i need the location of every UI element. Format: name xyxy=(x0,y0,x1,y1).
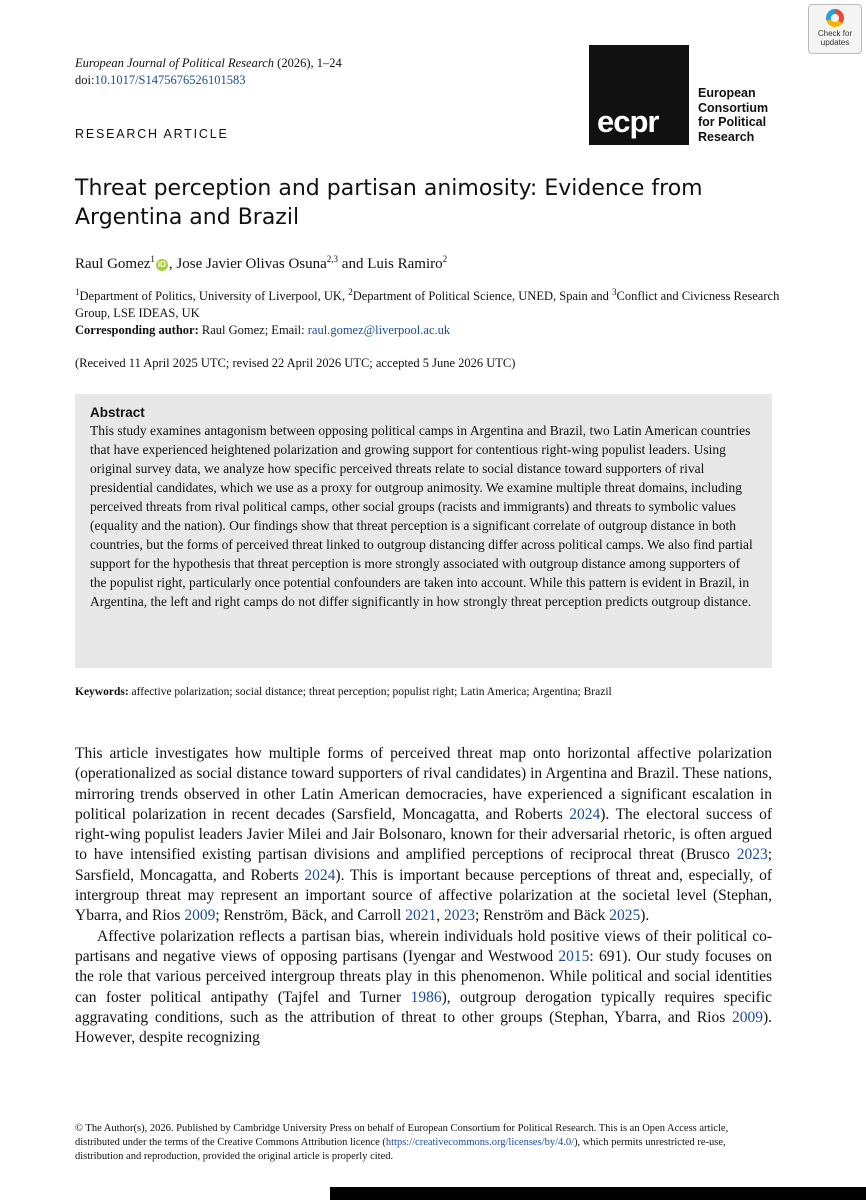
aff-sup-2: 2 xyxy=(348,286,353,297)
corresponding-text: Raul Gomez; Email: xyxy=(198,323,308,337)
corresponding-label: Corresponding author: xyxy=(75,323,199,337)
aff-sup-3: 3 xyxy=(612,286,617,297)
ecpr-logo-mark: ecpr xyxy=(597,104,659,139)
author-1-sup: 1 xyxy=(150,254,155,264)
badge-line1: Check for xyxy=(817,29,853,38)
logo-line3: for Political xyxy=(698,115,767,129)
orcid-icon[interactable]: iD xyxy=(157,260,166,269)
keywords-label: Keywords: xyxy=(75,686,129,698)
author-list xyxy=(75,256,447,273)
badge-line2: updates xyxy=(820,38,850,47)
citation-link[interactable]: 2023 xyxy=(736,846,768,864)
affiliation-3: Conflict and Civicness Research Group, LSE IDEAS, UK xyxy=(75,289,780,320)
bottom-bar xyxy=(330,1187,866,1200)
citation-link[interactable]: 1986 xyxy=(410,988,442,1006)
p2-text-2: : 691). Our study focuses on the role that various perceived intergroup threats play in this phenomenon. While political and social identities can foster political antipathy (Tajfel and Turner xyxy=(75,947,772,1006)
p1-text-1: This article investigates how multiple forms of perceived threat map onto horizontal affective polarization (operationalized as social distance toward supporters of rival candidates) in Argentina and Brazil. These nations, mirroring trends observed in other Latin American democracies, have experienced a significant escalation in political polarization in recent decades (Sarsfield, Moncagatta, and Roberts xyxy=(75,745,772,823)
affiliation-2: Department of Political Science, UNED, Spain and xyxy=(352,289,613,303)
citation-link[interactable]: 2024 xyxy=(304,866,336,884)
license-link[interactable]: https://creativecommons.org/licenses/by/4.0/ xyxy=(385,1137,575,1148)
author-1[interactable]: Raul Gomez xyxy=(75,256,151,272)
check-for-updates-badge[interactable] xyxy=(808,4,862,54)
citation-link[interactable]: 2025 xyxy=(609,907,641,925)
footer-text-1: © The Author(s), 2026. Published by Cambridge University Press on behalf of European Consortium for Political Research. This is an Open Access article, distributed under the terms of the Creative Commons Attribution licence ( xyxy=(75,1123,729,1148)
abstract-text: This study examines antagonism between opposing political camps in Argentina and Brazil, two Latin American countries that have experienced heightened polarization and growing support for contentious right-wing populist leaders. Using original survey data, we analyze how specific perceived threats relate to social distance toward supporters of rival presidential candidates, which we use as a proxy for outgroup animosity. We examine multiple threat domains, including perceived threats from rival political camps, other social groups (racists and immigrants) and threats to symbolic values (equality and the nation). Our findings show that threat perception is a significant correlate of outgroup distance in both countries, but the forms of perceived threat linked to outgroup distancing differ across political camps. We also find partial support for the hypothesis that threat perception is more strongly associated with outgroup distance among supporters of the populist right, particularly once potential confounders are taken into account. While this pattern is evident in Brazil, in Argentina, the left and right camps do not differ significantly in how strongly threat perception predicts outgroup distance. xyxy=(90,423,753,609)
body-text xyxy=(75,744,772,1048)
abstract-heading: Abstract xyxy=(90,405,145,420)
affiliation-1: Department of Politics, University of Liverpool, UK, xyxy=(79,289,349,303)
body-paragraph-1 xyxy=(75,744,772,927)
author-2[interactable]: Jose Javier Olivas Osuna xyxy=(176,256,327,272)
body-paragraph-2 xyxy=(75,927,772,1049)
p2-text-4: ). However, despite recognizing xyxy=(75,1008,772,1047)
article-title: Threat perception and partisan animosity: Evidence from Argentina and Brazil xyxy=(75,176,703,230)
author-2-sup: 2,3 xyxy=(326,254,339,264)
doi-label: doi: xyxy=(75,73,95,87)
citation-link[interactable]: 2009 xyxy=(184,907,216,925)
journal-name: European Journal of Political Research xyxy=(75,56,275,70)
citation-link[interactable]: 2023 xyxy=(443,907,475,925)
citation-link[interactable]: 2015 xyxy=(558,947,590,965)
ecpr-logo xyxy=(589,45,689,145)
citation-link[interactable]: 2024 xyxy=(569,805,601,823)
footer-text-2: ), which permits unrestricted re-use, distribution and reproduction, provided the original article is properly cited. xyxy=(75,1137,726,1162)
p1-text-8: ). xyxy=(640,907,650,925)
author-3-sup: 2 xyxy=(442,254,448,264)
keywords xyxy=(75,686,775,698)
article-type: RESEARCH ARTICLE xyxy=(75,127,229,141)
crossmark-icon xyxy=(826,9,844,27)
p1-text-4: ). This is important because perceptions of threat and, especially, of intergroup threat may represent an important source of affective polarization at the societal level (Stephan, Ybarra, and Rios xyxy=(75,866,772,925)
aff-sup-1: 1 xyxy=(75,286,80,297)
corresponding-email-link[interactable]: raul.gomez@liverpool.ac.uk xyxy=(307,323,451,337)
p2-text-3: ), outgroup derogation typically requires specific aggravating conditions, such as the attribution of threat to other groups (Stephan, Ybarra, and Rios xyxy=(75,988,773,1026)
logo-line4: Research xyxy=(698,129,755,144)
keywords-text: affective polarization; social distance; threat perception; populist right; Latin America; Argentina; Brazil xyxy=(128,686,612,698)
abstract-box xyxy=(75,394,772,668)
logo-line1: European xyxy=(698,86,756,100)
doi-link[interactable]: 10.1017/S1475676526101583 xyxy=(94,73,246,87)
p1-text-6: , xyxy=(436,907,444,925)
p2-text-1: Affective polarization reflects a partisan bias, wherein individuals hold positive views of their political co-partisans and negative views of opposing partisans (Iyengar and Westwood xyxy=(75,927,772,965)
citation-link[interactable]: 2009 xyxy=(731,1008,763,1026)
author-3[interactable]: Luis Ramiro xyxy=(367,256,443,272)
citation-link[interactable]: 2021 xyxy=(405,907,437,925)
journal-year-pages: (2026), 1–24 xyxy=(274,56,342,70)
p1-text-7: ; Renström and Bäck xyxy=(474,907,610,925)
affiliations xyxy=(75,288,780,339)
received-dates: (Received 11 April 2025 UTC; revised 22 April 2026 UTC; accepted 5 June 2026 UTC) xyxy=(75,356,516,370)
journal-info xyxy=(75,55,342,89)
p1-text-2: ). The electoral success of right-wing populist leaders Javier Milei and Jair Bolsonaro, known for their adversarial rhetoric, is often argued to have intensified existing partisan divisions and amplified perceptions of reciprocal threat (Brusco xyxy=(75,805,772,864)
logo-line2: Consortium xyxy=(698,100,769,115)
p1-text-5: ; Renström, Bäck, and Carroll xyxy=(215,907,406,925)
p1-text-3: ; Sarsfield, Moncagatta, and Roberts xyxy=(75,846,772,884)
ecpr-logo-text xyxy=(698,86,768,144)
author-sep-1: , xyxy=(168,256,177,272)
copyright-footer xyxy=(75,1122,775,1164)
author-sep-2: and xyxy=(338,256,368,272)
